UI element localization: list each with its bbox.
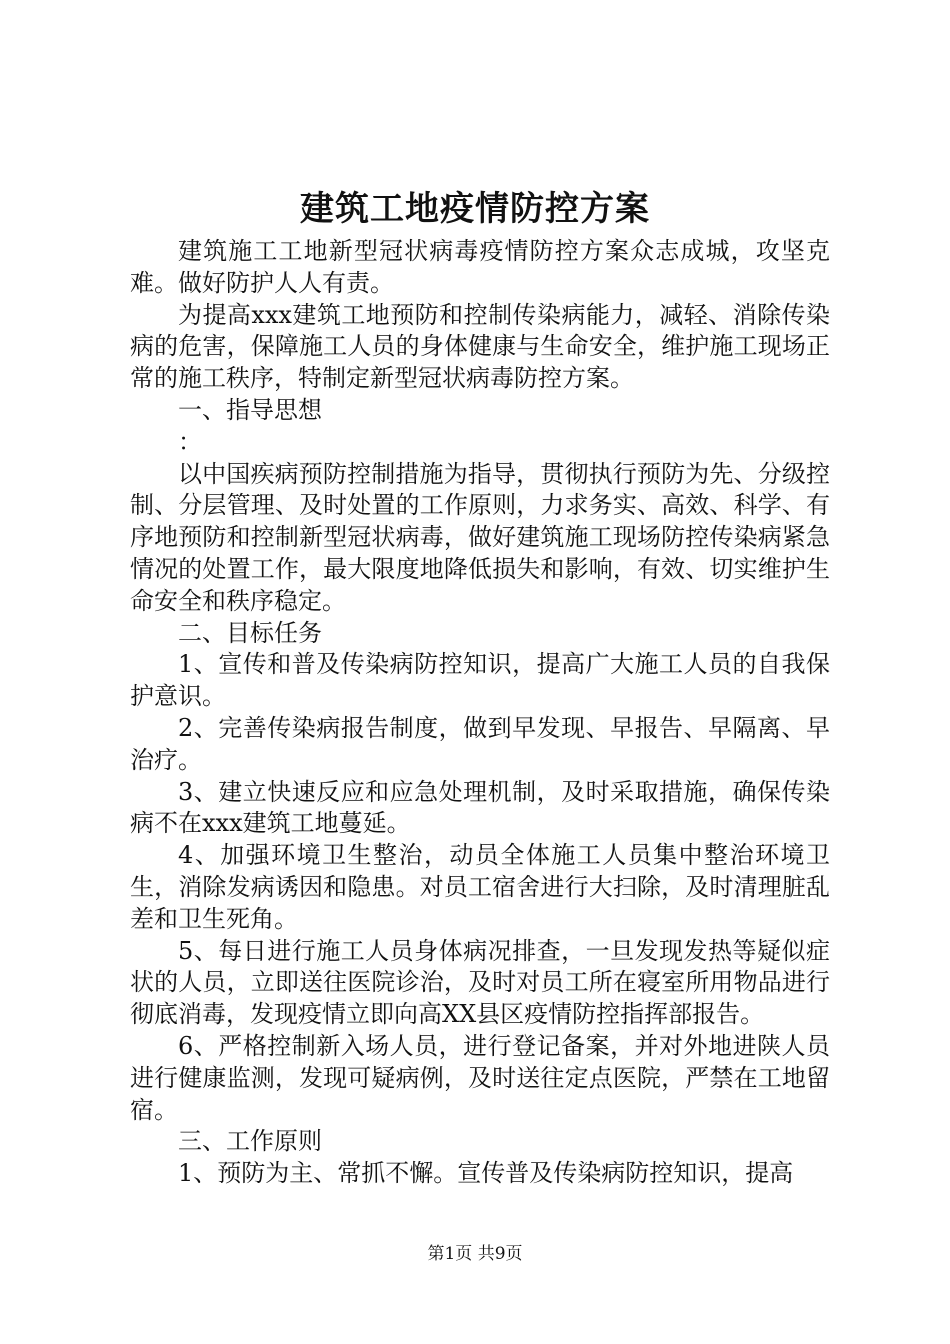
paragraph-purpose: 为提高xxx建筑工地预防和控制传染病能力，减轻、消除传染病的危害，保障施工人员的身体健康与生命安全，维护施工现场正常的施工秩序，特制定新型冠状病毒防控方案。 xyxy=(130,300,830,393)
document-body xyxy=(130,236,830,1190)
list-item-principle-1: 1、预防为主、常抓不懈。宣传普及传染病防控知识，提高 xyxy=(178,1159,794,1188)
list-item-goal-6: 6、严格控制新入场人员，进行登记备案，并对外地进陕人员进行健康监测，发现可疑病例，及时送往定点医院，严禁在工地留宿。 xyxy=(130,1031,830,1124)
paragraph-guiding-ideology: 以中国疾病预防控制措施为指导，贯彻执行预防为先、分级控制、分层管理、及时处置的工作原则，力求务实、高效、科学、有序地预防和控制新型冠状病毒，做好建筑施工现场防控传染病紧急情况的处置工作，最大限度地降低损失和影响，有效、切实维护生命安全和秩序稳定。 xyxy=(130,459,830,615)
page-footer: 第1页 共9页 xyxy=(427,1244,523,1264)
list-item-goal-2: 2、完善传染病报告制度，做到早发现、早报告、早隔离、早治疗。 xyxy=(130,713,830,774)
list-item-goal-1: 1、宣传和普及传染病防控知识，提高广大施工人员的自我保护意识。 xyxy=(130,650,830,711)
list-item-goal-5: 5、每日进行施工人员身体病况排查，一旦发现发热等疑似症状的人员，立即送往医院诊治，及时对员工所在寝室所用物品进行彻底消毒，发现疫情立即向高XX县区疫情防控指挥部报告。 xyxy=(130,936,830,1029)
section-heading-goals: 二、目标任务 xyxy=(178,618,322,647)
document-title: 建筑工地疫情防控方案 xyxy=(300,189,650,229)
list-item-goal-3: 3、建立快速反应和应急处理机制，及时采取措施，确保传染病不在xxx建筑工地蔓延。 xyxy=(130,777,830,838)
list-item-goal-4: 4、加强环境卫生整治，动员全体施工人员集中整治环境卫生，消除发病诱因和隐患。对员工宿舍进行大扫除，及时清理脏乱差和卫生死角。 xyxy=(130,841,830,933)
paragraph-colon: ： xyxy=(178,427,202,456)
section-heading-guiding-ideology: 一、指导思想 xyxy=(178,395,322,424)
paragraph-intro: 建筑施工工地新型冠状病毒疫情防控方案众志成城，攻坚克难。做好防护人人有责。 xyxy=(130,237,830,297)
section-heading-principles: 三、工作原则 xyxy=(178,1127,322,1156)
